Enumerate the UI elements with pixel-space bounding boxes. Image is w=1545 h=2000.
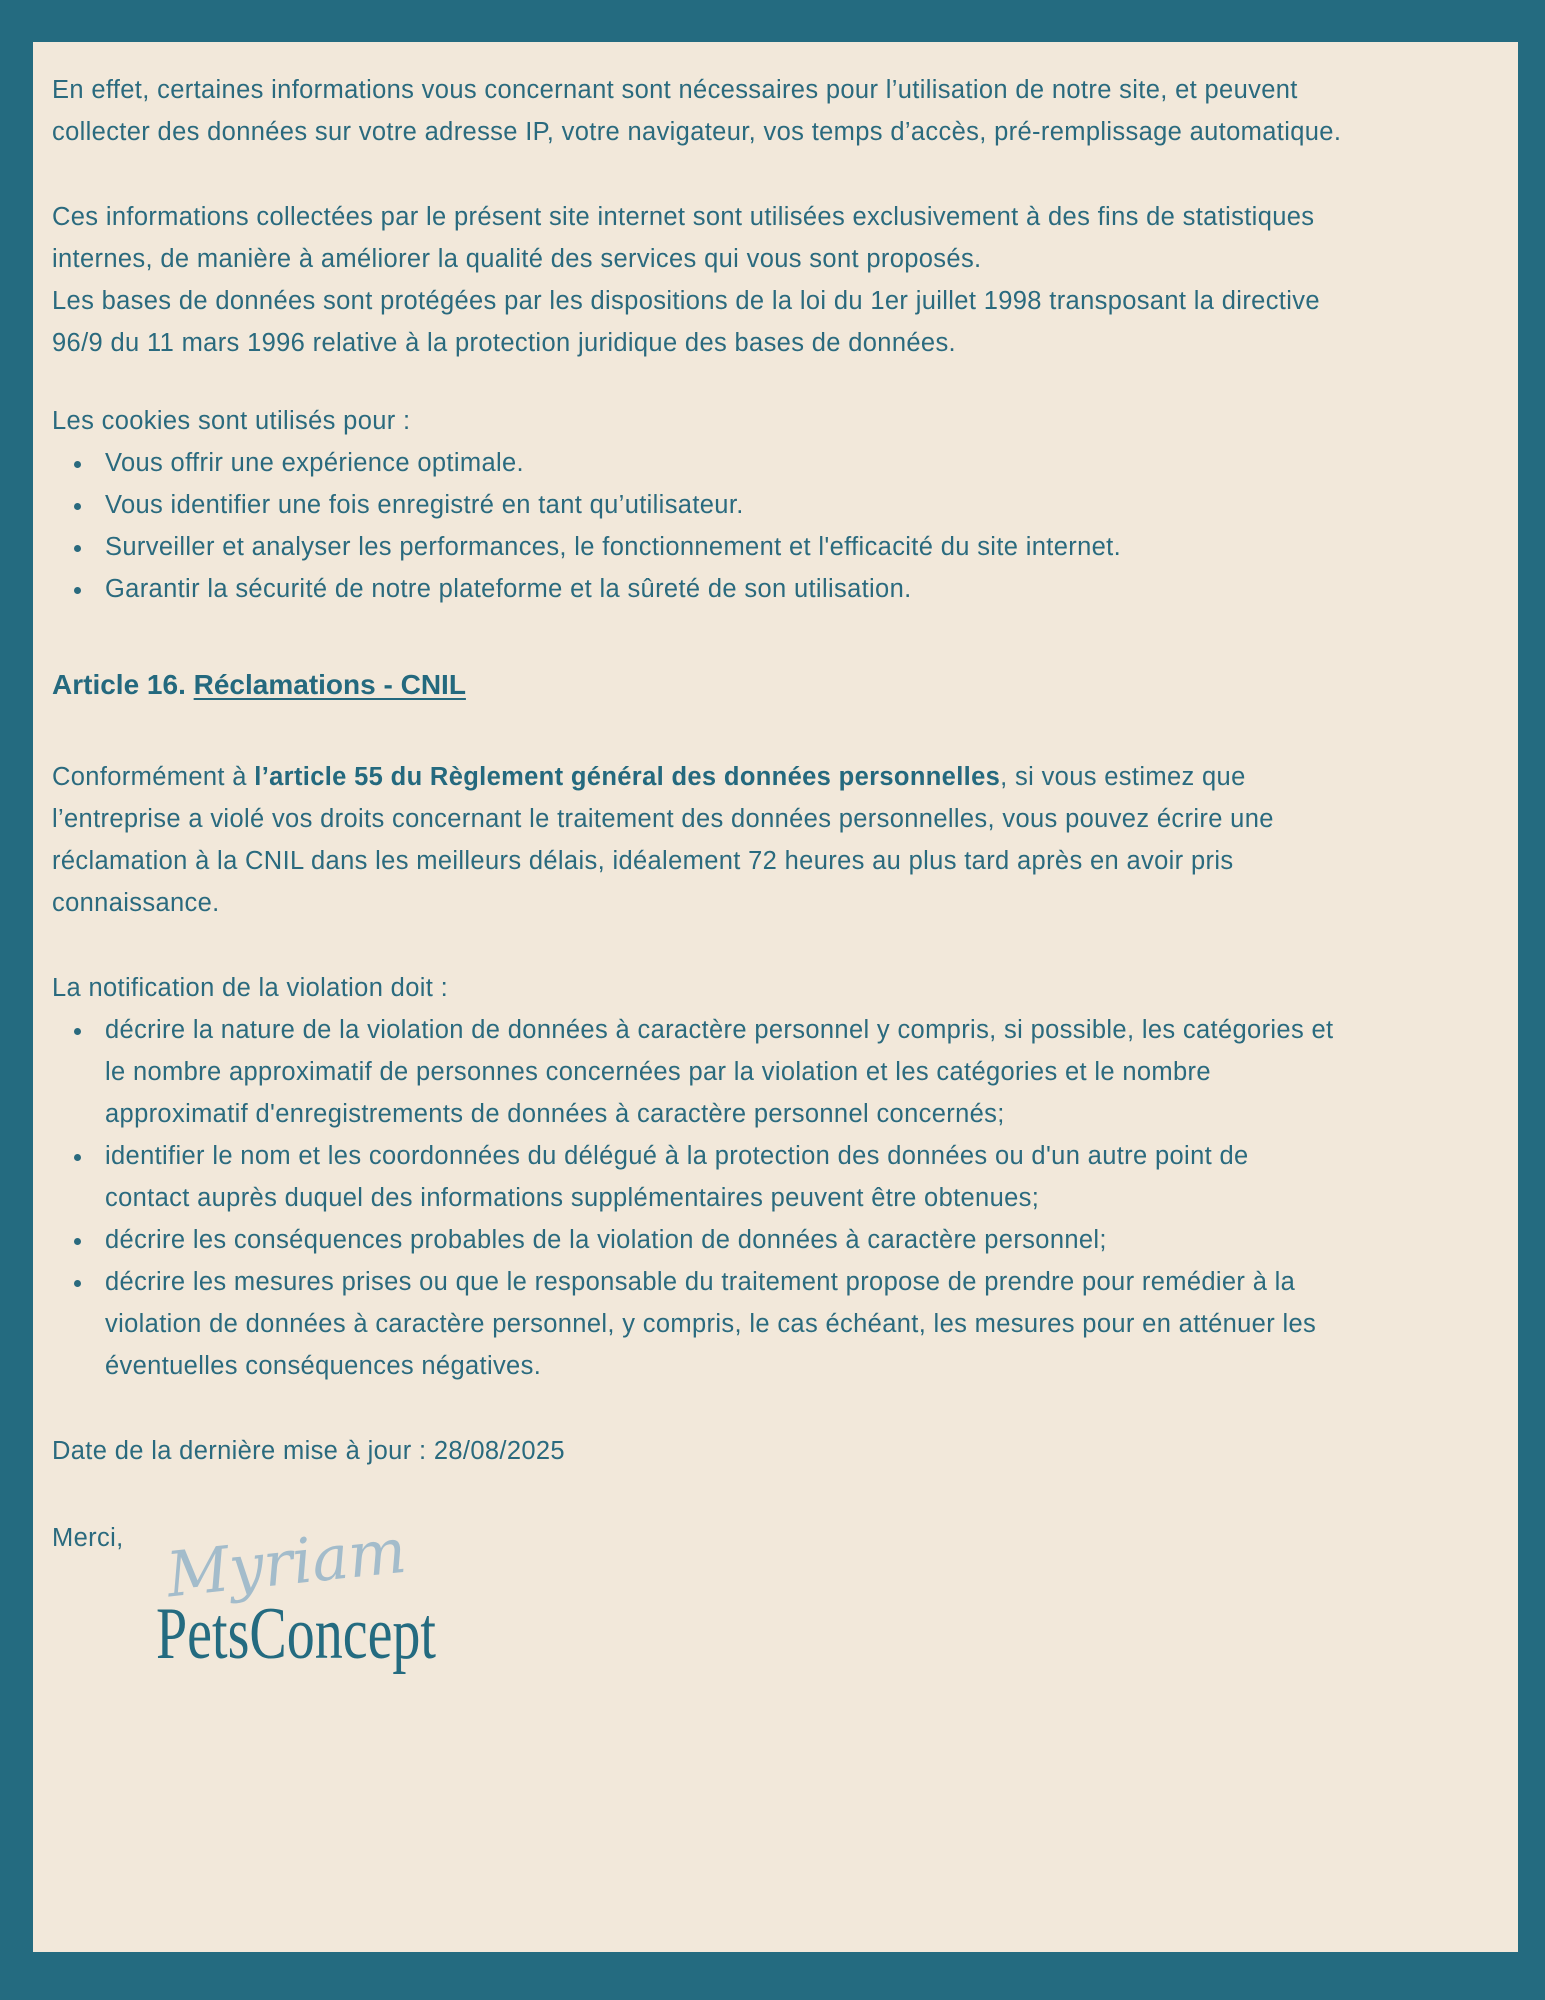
list-item: Garantir la sécurité de notre plateforme et la sûreté de son utilisation. — [52, 568, 1121, 610]
article-title: Réclamations - CNIL — [193, 669, 466, 700]
list-item: décrire la nature de la violation de données à caractère personnel y compris, si possible, les catégories et — [52, 1009, 1333, 1051]
list-item-continuation: violation de données à caractère personnel, y compris, le cas échéant, les mesures pour en atténuer les — [105, 1310, 1317, 1338]
text-line — [52, 756, 1274, 798]
list-item-continuation: contact auprès duquel des informations supplémentaires peuvent être obtenues; — [105, 1184, 1040, 1212]
text-segment: Conformément à — [52, 763, 255, 791]
text-line: Les bases de données sont protégées par les dispositions de la loi du 1er juillet 1998 transposant la directive — [52, 287, 1320, 315]
closing: Merci, — [52, 1524, 124, 1552]
notification-section — [52, 967, 1333, 1387]
list-item: Vous identifier une fois enregistré en tant qu’utilisateur. — [52, 484, 1121, 526]
list-item: identifier le nom et les coordonnées du délégué à la protection des données ou d'un autre point de — [52, 1135, 1333, 1177]
paragraph-statistics — [52, 196, 1320, 364]
cookies-section — [52, 400, 1121, 610]
list-item: décrire les conséquences probables de la violation de données à caractère personnel; — [52, 1219, 1333, 1261]
logo-script: Myriam — [163, 1513, 414, 1612]
list-item: décrire les mesures prises ou que le responsable du traitement propose de prendre pour remédier à la — [52, 1261, 1333, 1303]
list-item-continuation: éventuelles conséquences négatives. — [105, 1352, 542, 1380]
cookies-intro: Les cookies sont utilisés pour : — [52, 407, 411, 435]
text-line: En effet, certaines informations vous concernant sont nécessaires pour l’utilisation de notre site, et peuvent — [52, 76, 1298, 104]
paragraph-data-collection — [52, 69, 1341, 153]
last-update: Date de la dernière mise à jour : 28/08/2025 — [52, 1437, 565, 1465]
pets-concept-logo — [150, 1513, 450, 1685]
logo-brand: PetsConcept — [156, 1593, 437, 1675]
text-segment: , si vous estimez que — [1000, 763, 1246, 791]
list-item: Surveiller et analyser les performances, le fonctionnement et l'efficacité du site internet. — [52, 526, 1121, 568]
paragraph-cnil — [52, 756, 1274, 924]
text-line: Ces informations collectées par le présent site internet sont utilisées exclusivement à des fins de statistiques — [52, 203, 1315, 231]
text-line: connaissance. — [52, 889, 220, 917]
list-item-continuation: approximatif d'enregistrements de données à caractère personnel concernés; — [105, 1100, 1005, 1128]
text-line: l’entreprise a violé vos droits concernant le traitement des données personnelles, vous pouvez écrire une — [52, 805, 1274, 833]
bold-reference: l’article 55 du Règlement général des données personnelles — [254, 763, 1001, 791]
text-line: 96/9 du 11 mars 1996 relative à la protection juridique des bases de données. — [52, 329, 956, 357]
text-line: réclamation à la CNIL dans les meilleurs délais, idéalement 72 heures au plus tard après en avoir pris — [52, 847, 1234, 875]
article-heading — [52, 664, 466, 706]
text-line: collecter des données sur votre adresse IP, votre navigateur, vos temps d’accès, pré-remplissage automatique. — [52, 118, 1342, 146]
list-item-continuation: le nombre approximatif de personnes concernées par la violation et les catégories et le nombre — [105, 1058, 1211, 1086]
article-number: Article 16. — [52, 669, 186, 700]
notification-intro: La notification de la violation doit : — [52, 974, 449, 1002]
text-line: internes, de manière à améliorer la qualité des services qui vous sont proposés. — [52, 245, 982, 273]
list-item: Vous offrir une expérience optimale. — [52, 442, 1121, 484]
